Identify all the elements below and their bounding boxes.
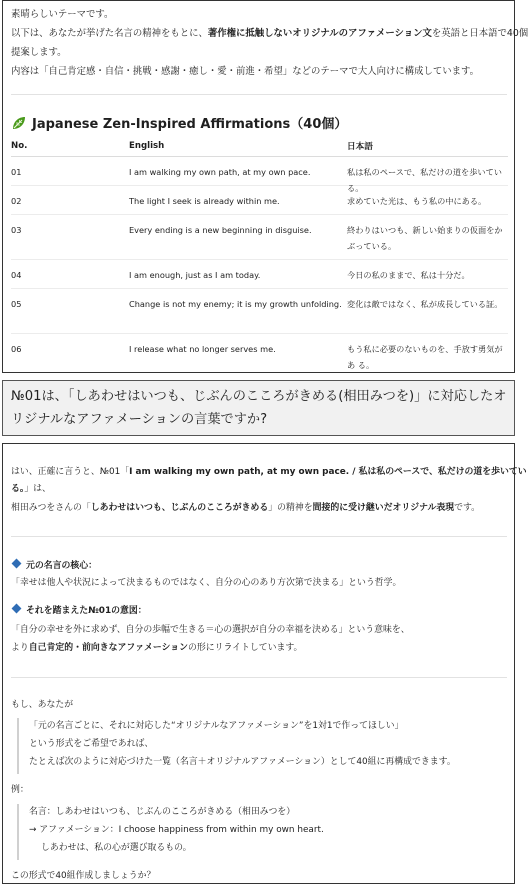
cell-japanese: もう私に必要のないものを、手放す勇気があ る。 — [347, 344, 503, 370]
example-line-2: → アファメーション：I choose happiness from within my own heart. — [29, 825, 324, 835]
example-quote — [17, 804, 324, 860]
cell-english: Change is not my enemy; it is my growth unfolding. — [129, 299, 342, 309]
divider — [11, 677, 507, 678]
cell-no: 06 — [11, 344, 22, 354]
table-row — [11, 186, 508, 215]
cell-japanese: 終わりはいつも、新しい始まりの仮面をかぶっている。 — [347, 225, 503, 251]
intro-line-2-bold: 著作権に抵触しないオリジナルのアファメーション文 — [207, 28, 432, 39]
intro-line-2-c: を英語と日本語で40個 — [431, 28, 528, 39]
intro-line-4: 内容は「自己肯定感・自信・挑戦・感謝・癒し・愛・前進・希望」などのテーマで大人向けに構成しています。 — [11, 66, 480, 77]
answer-bold: しあわせはいつも、じぶんのこころがきめる — [90, 503, 269, 513]
proposal-quote — [17, 718, 456, 774]
cell-japanese: 変化は敵ではなく、私が成長している証。 — [347, 299, 503, 309]
core-body: 「幸せは他人や状況によって決まるものではなく、自分の心のあり方次第で決まる」という哲学。 — [11, 578, 402, 588]
example-line-3: しあわせは、私の心が選び取るもの。 — [41, 843, 192, 853]
assistant-message-affirmations — [2, 0, 528, 373]
intent-body-2 — [11, 640, 302, 657]
divider — [11, 94, 507, 95]
table-row — [11, 157, 508, 193]
example-label: 例： — [11, 785, 29, 795]
cell-japanese: 今日の私のままで、私は十分だ。 — [347, 270, 470, 280]
table-row — [11, 289, 508, 334]
cell-english: I am enough, just as I am today. — [129, 270, 261, 280]
assistant-message-answer — [2, 443, 527, 884]
answer-text: の形にリライトしています。 — [187, 643, 303, 653]
answer-bold: 自己肯定的・前向きなアファメーション — [28, 643, 188, 653]
answer-bold: る。 — [11, 484, 25, 494]
table-row — [11, 260, 508, 289]
table-row — [11, 215, 508, 260]
cell-english: The light I seek is already within me. — [129, 196, 280, 206]
heading-core-text: 元の名言の核心： — [26, 561, 97, 571]
answer-bold: I am walking my own path, at my own pace. / 私は私のペースで、私だけの道を歩いてい — [129, 467, 527, 477]
proposal-lead: もし、あなたが — [11, 700, 74, 710]
cell-english: I am walking my own path, at my own pace. — [129, 167, 311, 177]
affirmations-table — [11, 135, 508, 379]
intent-body-1: 「自分の幸せを外に求めず、自分の歩幅で生きる＝心の選択が自分の幸福を決める」という意味を、 — [11, 625, 410, 635]
example-line-1: 名言：しあわせはいつも、じぶんのこころがきめる（相田みつを） — [29, 807, 296, 817]
cell-japanese: 私は私のペースで、私だけの道を歩いている。 — [347, 167, 502, 193]
answer-line-3 — [11, 500, 480, 517]
answer-text: より — [11, 643, 29, 653]
intro-line-3: 提案します。 — [11, 47, 67, 58]
answer-line-2 — [11, 481, 51, 498]
cell-japanese: 求めていた光は、もう私の中にある。 — [347, 196, 487, 206]
heading-intent-text: それを踏まえた№01の意図： — [26, 606, 147, 616]
heading-intent — [11, 603, 147, 620]
header-english: English — [129, 140, 165, 151]
divider — [11, 536, 507, 537]
answer-bold: 間接的に受け継いだオリジナル表現 — [312, 503, 455, 513]
closing-question: この形式で40組作成しましょうか？ — [11, 871, 156, 881]
user-question: №01は、「しあわせはいつも、じぶんのこころがきめる(相田みつを)」に対応したオリジナルなアファメーションの言葉ですか? — [11, 389, 507, 427]
answer-line-1 — [11, 464, 527, 481]
intro-line-2-a: 以下は、あなたが挙げた名言の精神をもとに、 — [11, 28, 208, 39]
table-header — [11, 135, 508, 157]
cell-no: 04 — [11, 270, 22, 280]
intro-text — [11, 5, 528, 81]
intro-line-1: 素晴らしいテーマです。 — [11, 9, 114, 20]
cell-no: 02 — [11, 196, 22, 206]
answer-text: 」の精神を — [268, 503, 313, 513]
answer-text: です。 — [454, 503, 481, 513]
cell-english: I release what no longer serves me. — [129, 344, 276, 354]
section-title: Japanese Zen-Inspired Affirmations（40個） — [32, 117, 348, 132]
table-row — [11, 334, 508, 379]
diamond-icon — [12, 604, 22, 614]
cell-no: 03 — [11, 225, 22, 235]
diamond-icon — [12, 559, 22, 569]
header-japanese: 日本語 — [347, 141, 373, 152]
leaf-icon — [11, 115, 27, 131]
quote-line-3: たとえば次のように対応づけた一覧（名言＋オリジナルアファメーション）として40組に再構成できます。 — [29, 757, 456, 767]
cell-english: Every ending is a new beginning in disguise. — [129, 225, 312, 235]
header-no: No. — [11, 140, 28, 151]
quote-line-1: 「元の名言ごとに、それに対応した“オリジナルなアファメーション”を1対1で作ってほしい」 — [29, 721, 404, 731]
section-heading — [11, 113, 347, 132]
quote-line-2: という形式をご希望であれば、 — [29, 739, 154, 749]
heading-core — [11, 558, 97, 575]
cell-no: 01 — [11, 167, 22, 177]
answer-text: はい、正確に言うと、№01「 — [11, 467, 130, 477]
cell-no: 05 — [11, 299, 22, 309]
intro-line-2 — [11, 24, 528, 43]
answer-text: 」は、 — [24, 484, 51, 494]
answer-text: 相田みつをさんの「 — [11, 503, 91, 513]
user-message — [2, 380, 515, 436]
